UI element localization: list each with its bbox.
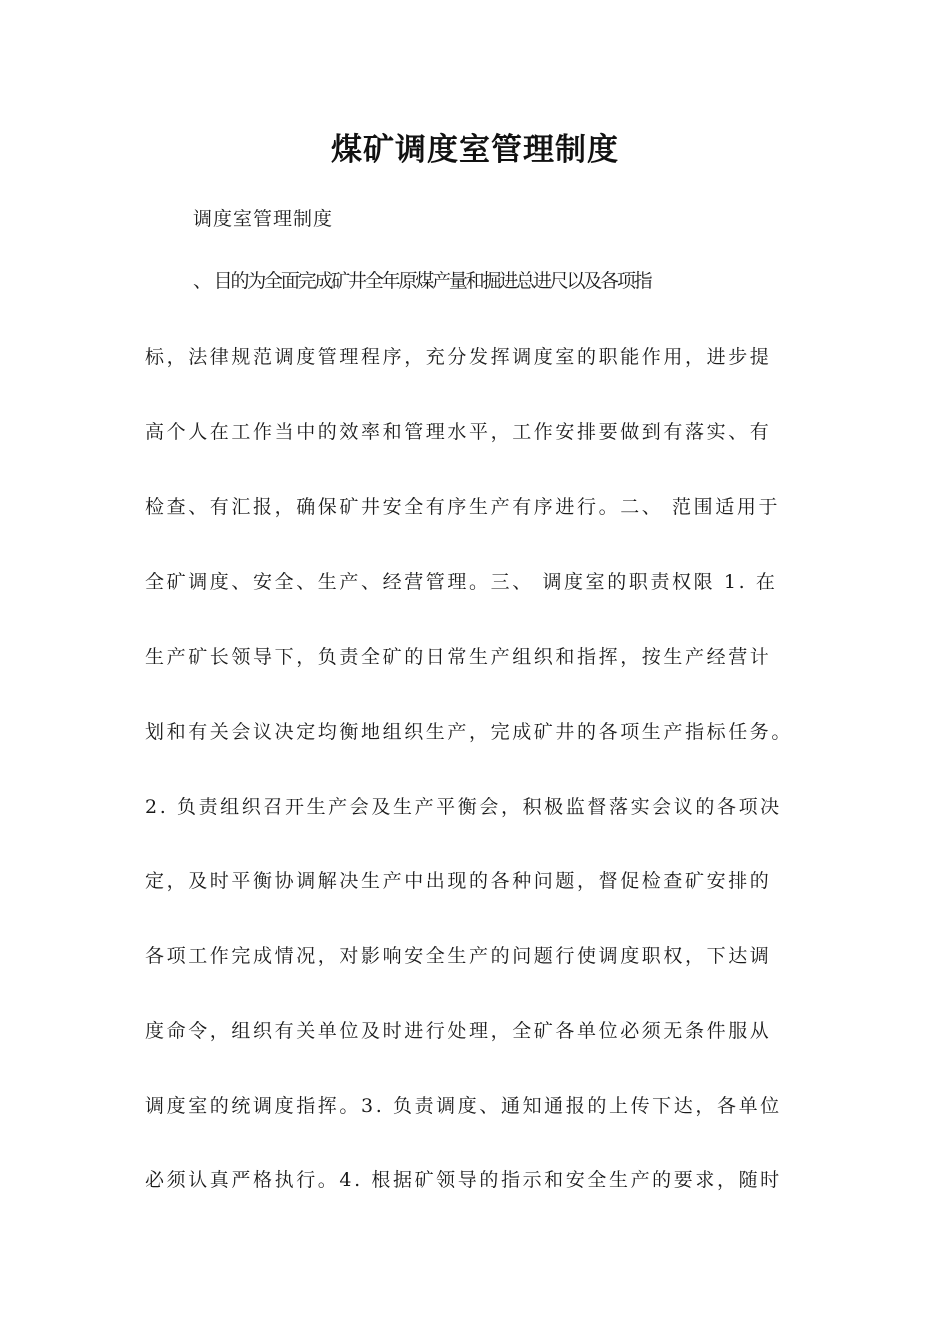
- body-line-6: 生产矿长领导下，负责全矿的日常生产组织和指挥，按生产经营计: [145, 646, 772, 668]
- body-line-1: 、 目的为全面完成矿井全年原煤产量和掘进总进尺以及各项指: [193, 270, 651, 292]
- document-title: 煤矿调度室管理制度: [331, 132, 619, 168]
- body-line-10: 各项工作完成情况，对影响安全生产的问题行使调度职权，下达调: [145, 945, 772, 967]
- body-line-12: 调度室的统调度指挥。3. 负责调度、通知通报的上传下达，各单位: [145, 1095, 782, 1117]
- document-subtitle: 调度室管理制度: [193, 208, 334, 230]
- body-line-13: 必须认真严格执行。4. 根据矿领导的指示和安全生产的要求，随时: [145, 1169, 782, 1191]
- body-line-2: 标，法律规范调度管理程序，充分发挥调度室的职能作用，进步提: [145, 346, 772, 368]
- body-line-9: 定，及时平衡协调解决生产中出现的各种问题，督促检查矿安排的: [145, 870, 772, 892]
- body-line-5: 全矿调度、安全、生产、经营管理。三、 调度室的职责权限 1. 在: [145, 571, 778, 593]
- body-line-4: 检查、有汇报，确保矿井安全有序生产有序进行。二、 范围适用于: [145, 496, 781, 518]
- body-line-7: 划和有关会议决定均衡地组织生产，完成矿井的各项生产指标任务。: [145, 721, 794, 743]
- body-line-11: 度命令，组织有关单位及时进行处理，全矿各单位必须无条件服从: [145, 1020, 772, 1042]
- body-line-8: 2. 负责组织召开生产会及生产平衡会，积极监督落实会议的各项决: [145, 796, 782, 818]
- body-line-3: 高个人在工作当中的效率和管理水平，工作安排要做到有落实、有: [145, 421, 772, 443]
